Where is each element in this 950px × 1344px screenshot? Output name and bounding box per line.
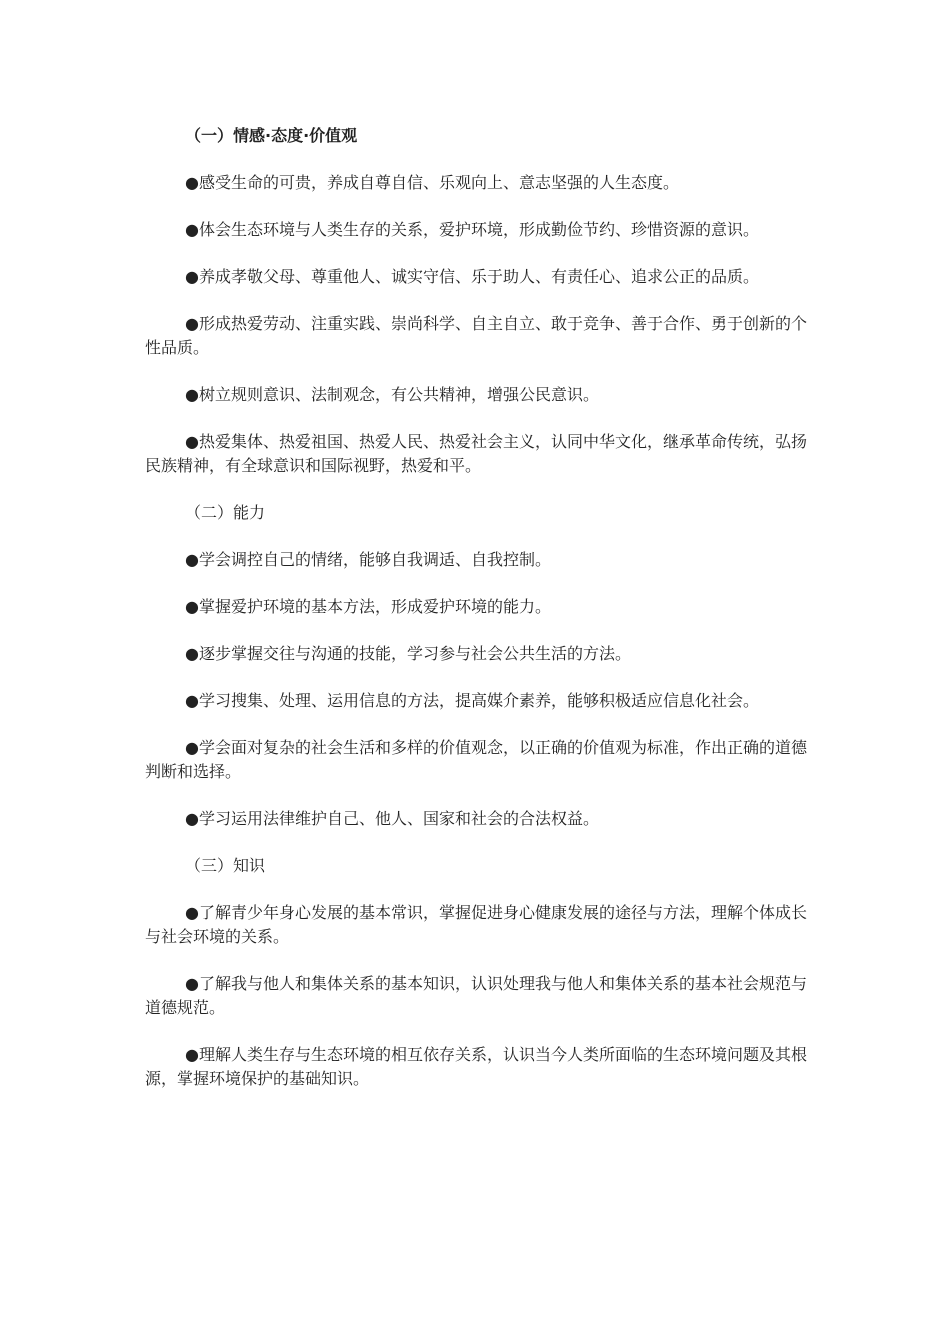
paragraph: ●逐步掌握交往与沟通的技能，学习参与社会公共生活的方法。 (185, 644, 631, 663)
paragraph: ●学习搜集、处理、运用信息的方法，提高媒介素养，能够积极适应信息化社会。 (185, 691, 759, 710)
section-heading-1: （一）情感·态度·价值观 (185, 126, 358, 145)
paragraph: ●形成热爱劳动、注重实践、崇尚科学、自主自立、敢于竞争、善于合作、勇于创新的个性品质。 (145, 314, 807, 357)
paragraph: ●体会生态环境与人类生存的关系，爱护环境，形成勤俭节约、珍惜资源的意识。 (185, 220, 759, 239)
section-heading-2: （二）能力 (185, 503, 266, 522)
section-heading-3: （三）知识 (185, 856, 266, 875)
paragraph: ●学会面对复杂的社会生活和多样的价值观念，以正确的价值观为标准，作出正确的道德判断和选择。 (145, 738, 807, 781)
paragraph: ●学会调控自己的情绪，能够自我调适、自我控制。 (185, 550, 551, 569)
paragraph: ●理解人类生存与生态环境的相互依存关系，认识当今人类所面临的生态环境问题及其根源，掌握环境保护的基础知识。 (145, 1045, 807, 1088)
paragraph: ●养成孝敬父母、尊重他人、诚实守信、乐于助人、有责任心、追求公正的品质。 (185, 267, 759, 286)
document-page (145, 124, 807, 1114)
paragraph: ●学习运用法律维护自己、他人、国家和社会的合法权益。 (185, 809, 599, 828)
paragraph: ●了解我与他人和集体关系的基本知识，认识处理我与他人和集体关系的基本社会规范与道德规范。 (145, 974, 807, 1017)
paragraph: ●感受生命的可贵，养成自尊自信、乐观向上、意志坚强的人生态度。 (185, 173, 679, 192)
paragraph: ●掌握爱护环境的基本方法，形成爱护环境的能力。 (185, 597, 551, 616)
paragraph: ●树立规则意识、法制观念，有公共精神，增强公民意识。 (185, 385, 599, 404)
paragraph: ●热爱集体、热爱祖国、热爱人民、热爱社会主义，认同中华文化，继承革命传统，弘扬民族精神，有全球意识和国际视野，热爱和平。 (145, 432, 807, 475)
paragraph: ●了解青少年身心发展的基本常识，掌握促进身心健康发展的途径与方法，理解个体成长与社会环境的关系。 (145, 903, 807, 946)
